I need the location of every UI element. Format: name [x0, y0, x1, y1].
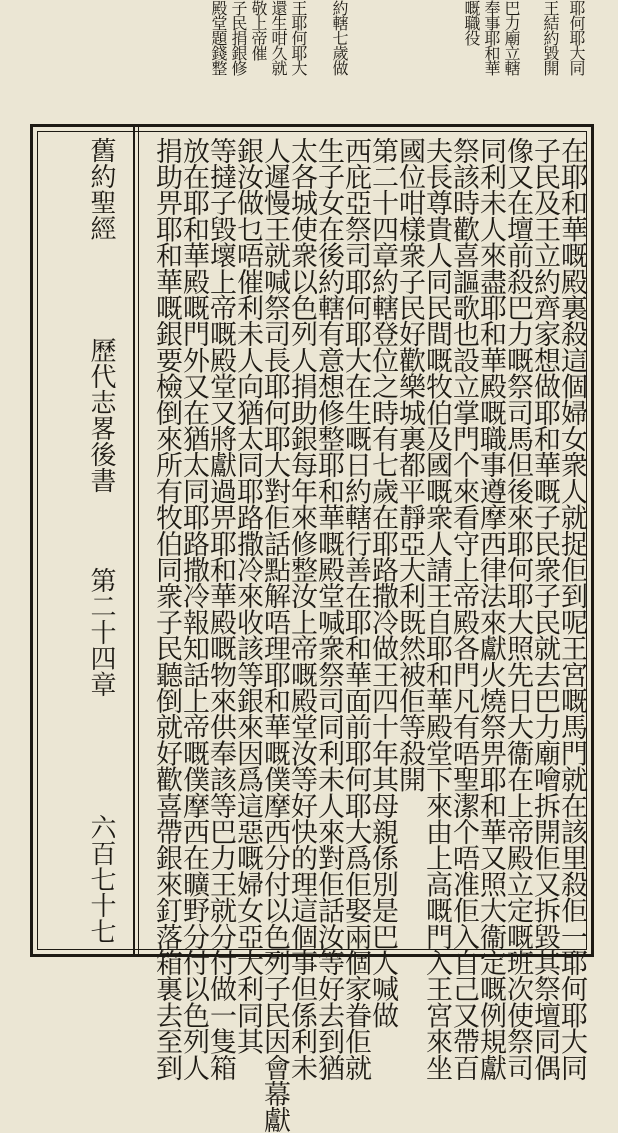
- text-column: 在耶和華嘅殿裏殺這個婦女衆人就捉佢到呢王宮嘅馬門就在該里殺佢一耶何耶大同: [556, 137, 587, 1081]
- section-title: 歷代志畧後書: [86, 337, 116, 493]
- top-annotations: [0, 0, 618, 128]
- note-line: 耶何耶大同: [567, 0, 586, 75]
- text-column: 同利未人來盡耶和華殿嘅職事遵摩西律法來獻火燒祭畀耶和華又照大衞定嘅例規獻: [475, 137, 506, 1081]
- page-frame: [30, 124, 594, 1133]
- text-column: 像又在壇前殺巴力嘅祭司馬但後來耶何耶大照先日大衞在上帝殿立定嘅班次使祭司: [502, 137, 533, 1081]
- note-line: 嘅職役: [462, 0, 481, 45]
- note-line: 王耶何耶大: [289, 0, 308, 75]
- text-column: 夫長尊貴人同民間嘅牧伯及國嘅衆人請王自耶和華殿堂下來由上高嘅門入王宮來坐: [421, 137, 452, 1081]
- page-number: 六百七十七: [86, 814, 116, 944]
- book-title: 舊約聖經: [86, 137, 116, 241]
- margin-divider: [133, 127, 135, 954]
- text-column: 捐助畀耶和華嘅銀要檢倒來所有牧伯同衆子民聽倒就好歡喜帶銀來釘落箱裏去至到: [151, 137, 182, 1081]
- note-line: 還生咁久就: [269, 0, 288, 75]
- text-column: 等撻子毀壞上帝嘅殿堂又將獻過畀耶和華殿嘅物來供奉該等巴力王就分付做一隻箱: [205, 137, 236, 1081]
- chapter-label: 第二十四章: [86, 567, 116, 697]
- note-line: 奉事耶和華: [482, 0, 501, 75]
- text-column: 子民及王立約齊家想做耶和華嘅子民衆子民就去巴力廟噲拆開佢又拆毀其祭壇同偶: [529, 137, 560, 1081]
- text-column: 西庇亞祭司耶何耶大在生嘅日約轄行善在耶和華面前耶何耶大爲佢娶兩個家眷佢就: [340, 137, 371, 1081]
- note-line: 敬上帝催: [249, 0, 268, 60]
- text-column: 祭該時歡喜謳歌也設立掌門个來看守上帝殿各門凡有唔聖潔个唔准佢入自己又帶百: [448, 137, 479, 1081]
- text-column: 放在耶和華殿嘅門外又在猶太同耶路撒冷報知話上帝嘅僕摩西在曠野分付以色列人: [178, 137, 209, 1081]
- note-line: 子民捐銀修: [229, 0, 248, 75]
- text-column: 生子女在後約轄有意想修整耶和華嘅殿堂喊衆祭司同利未人來對佢話汝等好去到猶: [313, 137, 344, 1081]
- note-line: 王結約毀開: [541, 0, 560, 75]
- note-line: 殿堂題錢整: [209, 0, 228, 75]
- text-column: 銀汝做乜唔催利未人向猶太同耶路撒冷來收該等銀來因爲這惡嘅婦女亞大利同其: [232, 137, 263, 1055]
- margin-divider-inner: [138, 127, 139, 954]
- text-body: [141, 127, 591, 1133]
- chapter-heading-column: 第二十四章約轄登位之時有七歲在耶路撒冷做王四十年其母親係別是巴人喊做: [367, 137, 398, 1028]
- text-column: 國位咁樣衆子民好歡樂城裏都平靜亞大利既然被佢等殺開: [394, 137, 425, 793]
- note-line: 約轄七歲做: [330, 0, 349, 75]
- text-column: 人遲慢王就喊祭司長耶何耶大對佢話點解唔理耶和華嘅僕摩西分付以色列子民因會幕獻: [259, 137, 290, 1133]
- text-column: 太各城使衆以色列人捐助銀每年來修整汝上帝嘅殿堂汝等好快的理這個事但係利未: [286, 137, 317, 1081]
- note-line: 巴力廟立轄: [502, 0, 521, 75]
- page-margin: [33, 127, 133, 954]
